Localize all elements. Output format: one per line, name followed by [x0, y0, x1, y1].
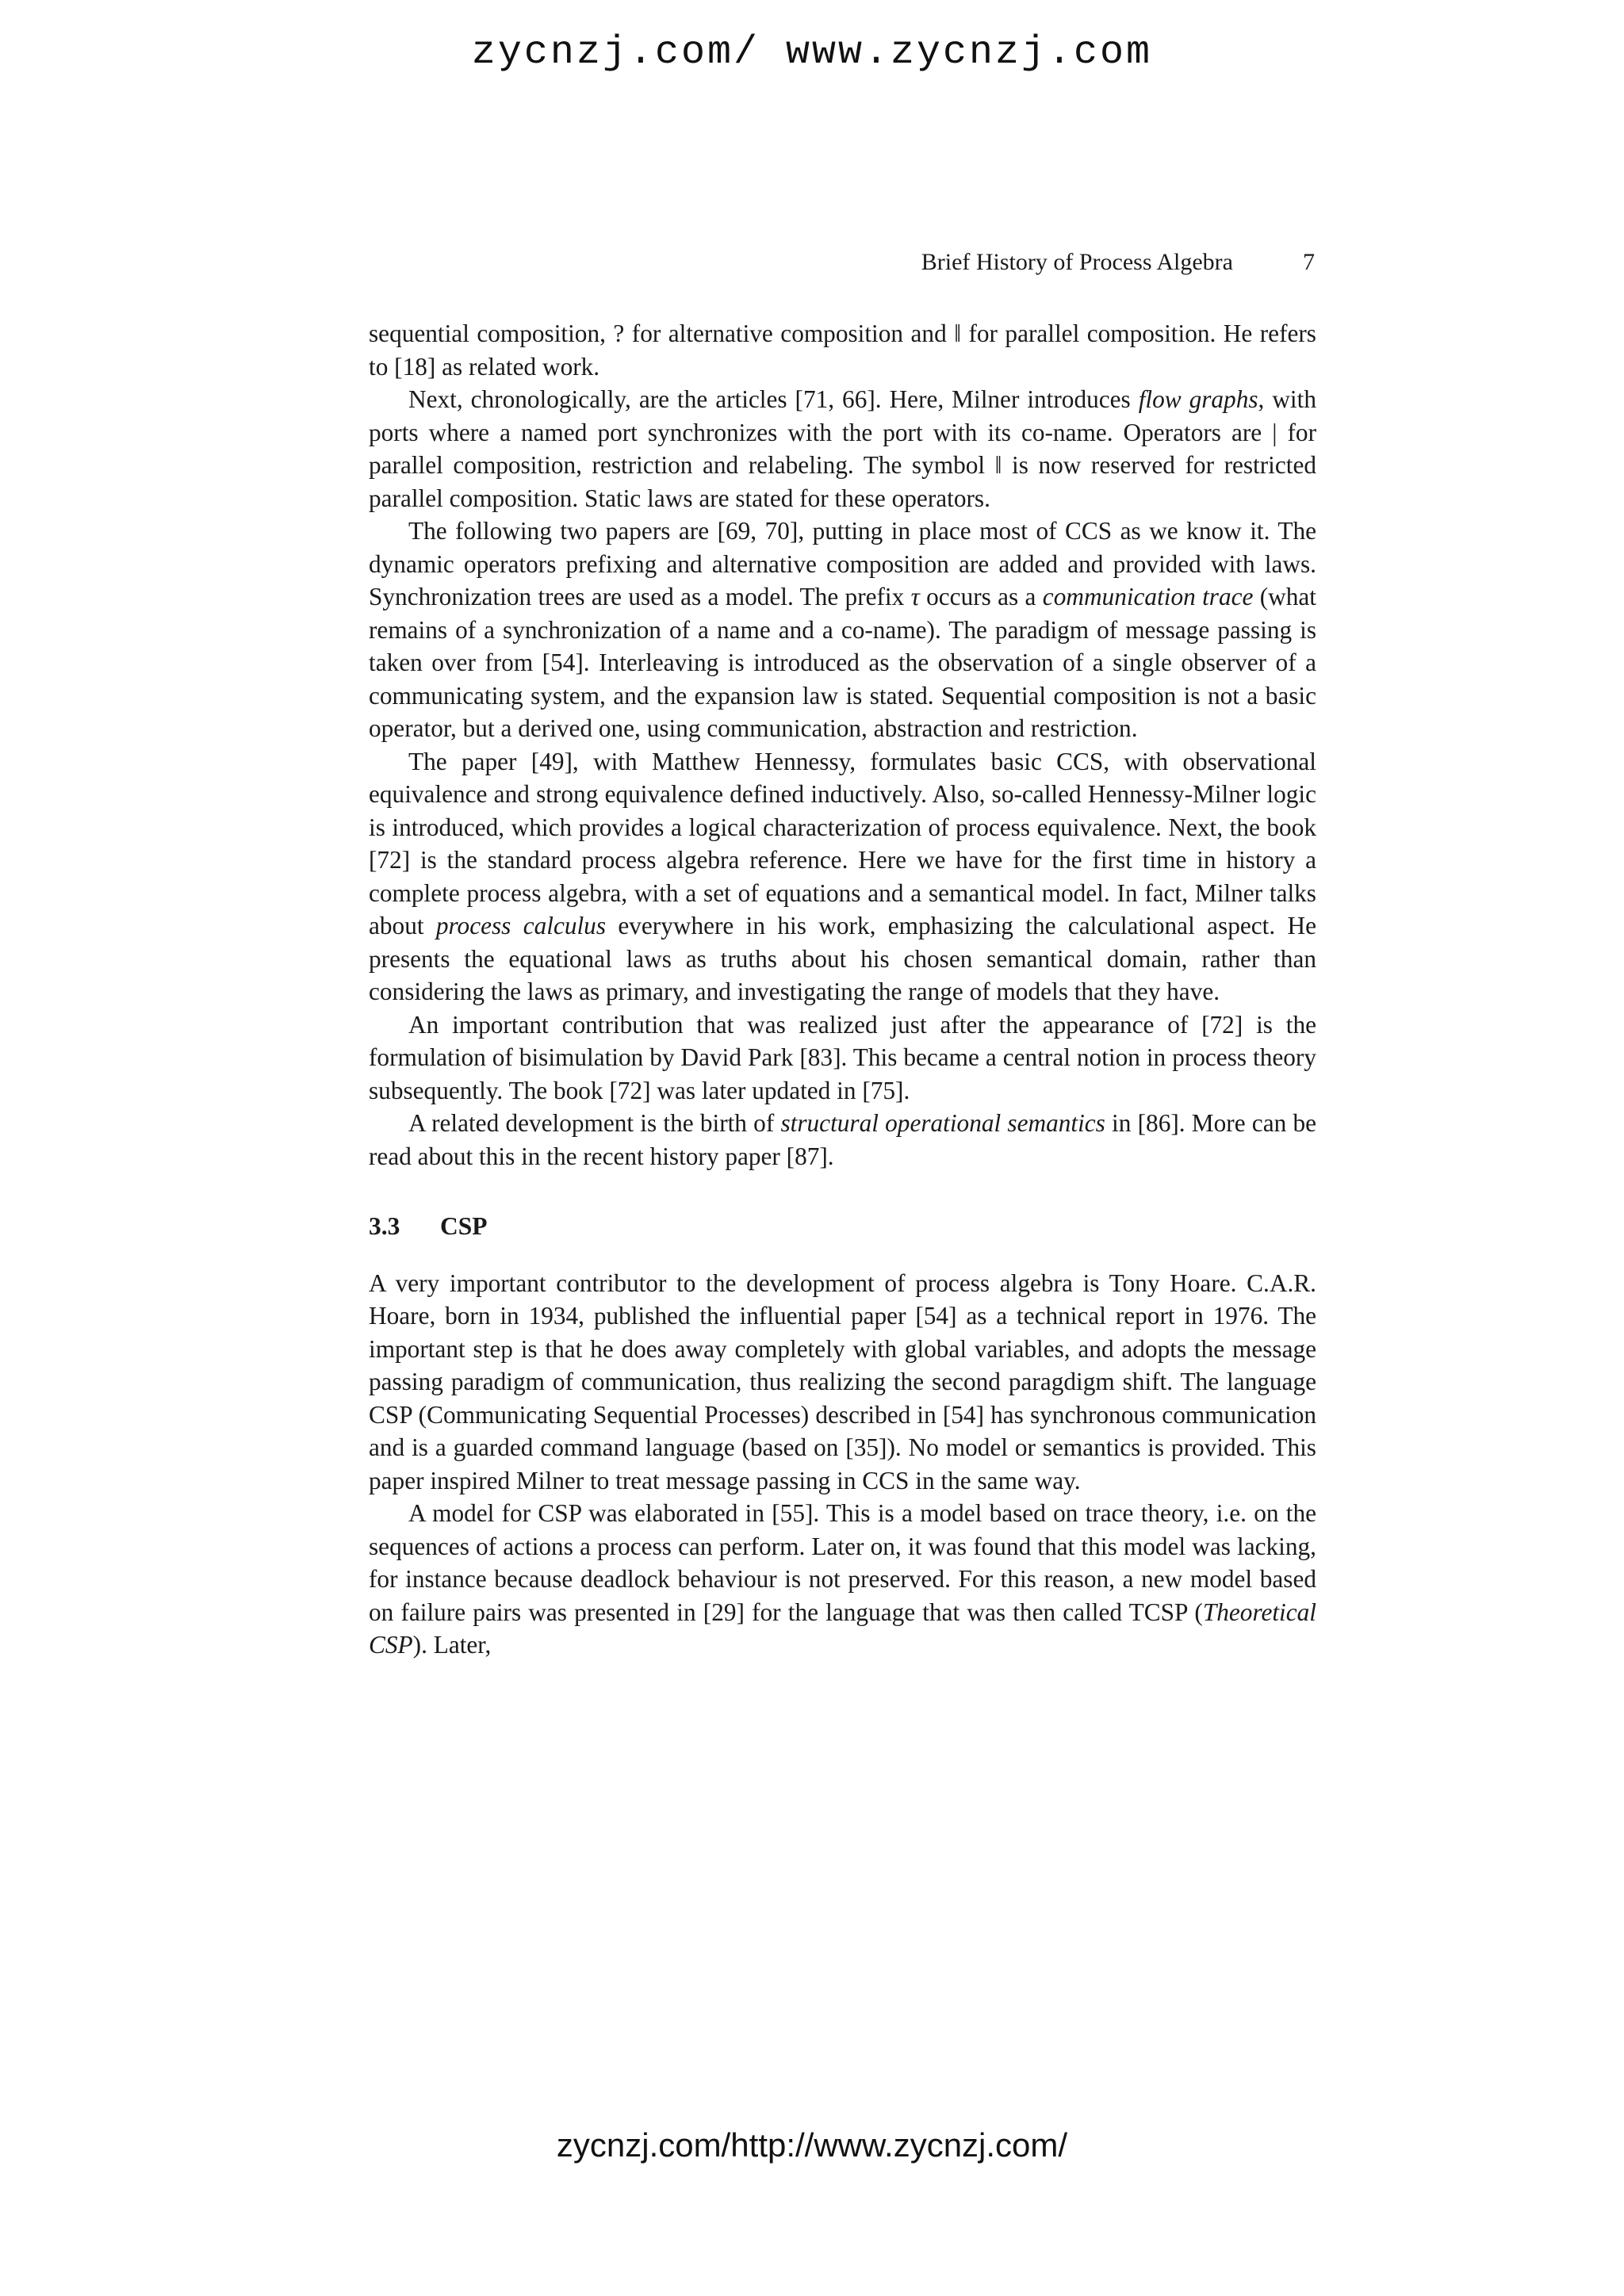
paragraph	[369, 745, 1316, 1008]
section-number: 3.3	[369, 1212, 400, 1240]
section-title: CSP	[440, 1212, 488, 1240]
emphasis-text: Theoretical CSP	[369, 1598, 1316, 1659]
emphasis-text: communication trace	[1042, 583, 1254, 610]
emphasis-text: flow graphs	[1138, 385, 1258, 413]
body-text	[369, 317, 1316, 1662]
section-heading	[369, 1210, 1316, 1243]
text-run: sequential composition, ? for alternative composition and ‖ for parallel composition. He refers to [18] as related work.	[369, 320, 1316, 381]
paragraph	[369, 1107, 1316, 1173]
paragraphs-before-section	[369, 317, 1316, 1173]
running-title: Brief History of Process Algebra	[921, 249, 1233, 275]
watermark-top: zycnzj.com/ www.zycnzj.com	[471, 30, 1153, 75]
text-run: An important contribution that was realized just after the appearance of [72] is the formulation of bisimulation by David Park [83]. This became a central notion in process theory subsequently. The book [72] was later updated in [75].	[369, 1010, 1316, 1104]
text-run: (what remains of a synchronization of a name and a co-name). The paradigm of message passing is taken over from [54]. Interleaving is introduced as the observation of a single observer of a communicating system, and the expansion law is stated. Sequential composition is not a basic operator, but a derived one, using communication, abstraction and restriction.	[369, 583, 1316, 742]
text-run: A very important contributor to the development of process algebra is Tony Hoare. C.A.R. Hoare, born in 1934, published the influential paper [54] as a technical report in 1976. The important step is that he does away completely with global variables, and adopts the message passing paradigm of communication, thus realizing the second paragdigm shift. The language CSP (Communicating Sequential Processes) described in [54] has synchronous communication and is a guarded command language (based on [35]). No model or semantics is provided. This paper inspired Milner to treat message passing in CCS in the same way.	[369, 1269, 1316, 1494]
paragraphs-after-section	[369, 1267, 1316, 1662]
paragraph	[369, 515, 1316, 745]
text-run: everywhere in his work, emphasizing the calculational aspect. He presents the equational laws as truths about his chosen semantical domain, rather than considering the laws as primary, and investigating the range of models that they have.	[369, 912, 1317, 1005]
emphasis-text: structural operational semantics	[780, 1109, 1105, 1137]
text-run: , with ports where a named port synchronizes with the port with its co-name. Operators are | for parallel composition, restriction and relabeling. The symbol ‖ is now reserved for restricted parallel composition. Static laws are stated for these operators.	[369, 385, 1316, 512]
text-run: in [86]. More can be read about this in the recent history paper [87].	[369, 1109, 1316, 1170]
running-head	[0, 249, 1315, 276]
text-run: occurs as a	[919, 583, 1043, 610]
text-run: Next, chronologically, are the articles [71, 66]. Here, Milner introduces	[408, 385, 1139, 413]
paragraph	[369, 317, 1316, 383]
paragraph	[369, 1008, 1316, 1108]
emphasis-text: process calculus	[435, 912, 607, 939]
text-run: ). Later,	[412, 1631, 492, 1659]
text-run: The paper [49], with Matthew Hennessy, formulates basic CCS, with observational equivalence and strong equivalence defined inductively. Also, so-called Hennessy-Milner logic is introduced, which provides a logical characterization of process equivalence. Next, the book [72] is the standard process algebra reference. Here we have for the first time in history a complete process algebra, with a set of equations and a semantical model. In fact, Milner talks about	[369, 747, 1316, 939]
text-run: A model for CSP was elaborated in [55]. This is a model based on trace theory, i.e. on the sequences of actions a process can perform. Later on, it was found that this model was lacking, for instance because deadlock behaviour is not preserved. For this reason, a new model based on failure pairs was presented in [29] for the language that was then called TCSP (	[369, 1499, 1316, 1626]
text-run: A related development is the birth of	[408, 1109, 781, 1137]
emphasis-text: τ	[910, 583, 920, 610]
paragraph	[369, 1497, 1316, 1662]
paragraph	[369, 1267, 1316, 1498]
page-number: 7	[1303, 249, 1315, 275]
watermark-bottom: zycnzj.com/http://www.zycnzj.com/	[556, 2126, 1068, 2164]
text-run: The following two papers are [69, 70], putting in place most of CCS as we know it. The dynamic operators prefixing and alternative composition are added and provided with laws. Synchronization trees are used as a model. The prefix	[369, 517, 1316, 610]
paragraph	[369, 383, 1316, 515]
